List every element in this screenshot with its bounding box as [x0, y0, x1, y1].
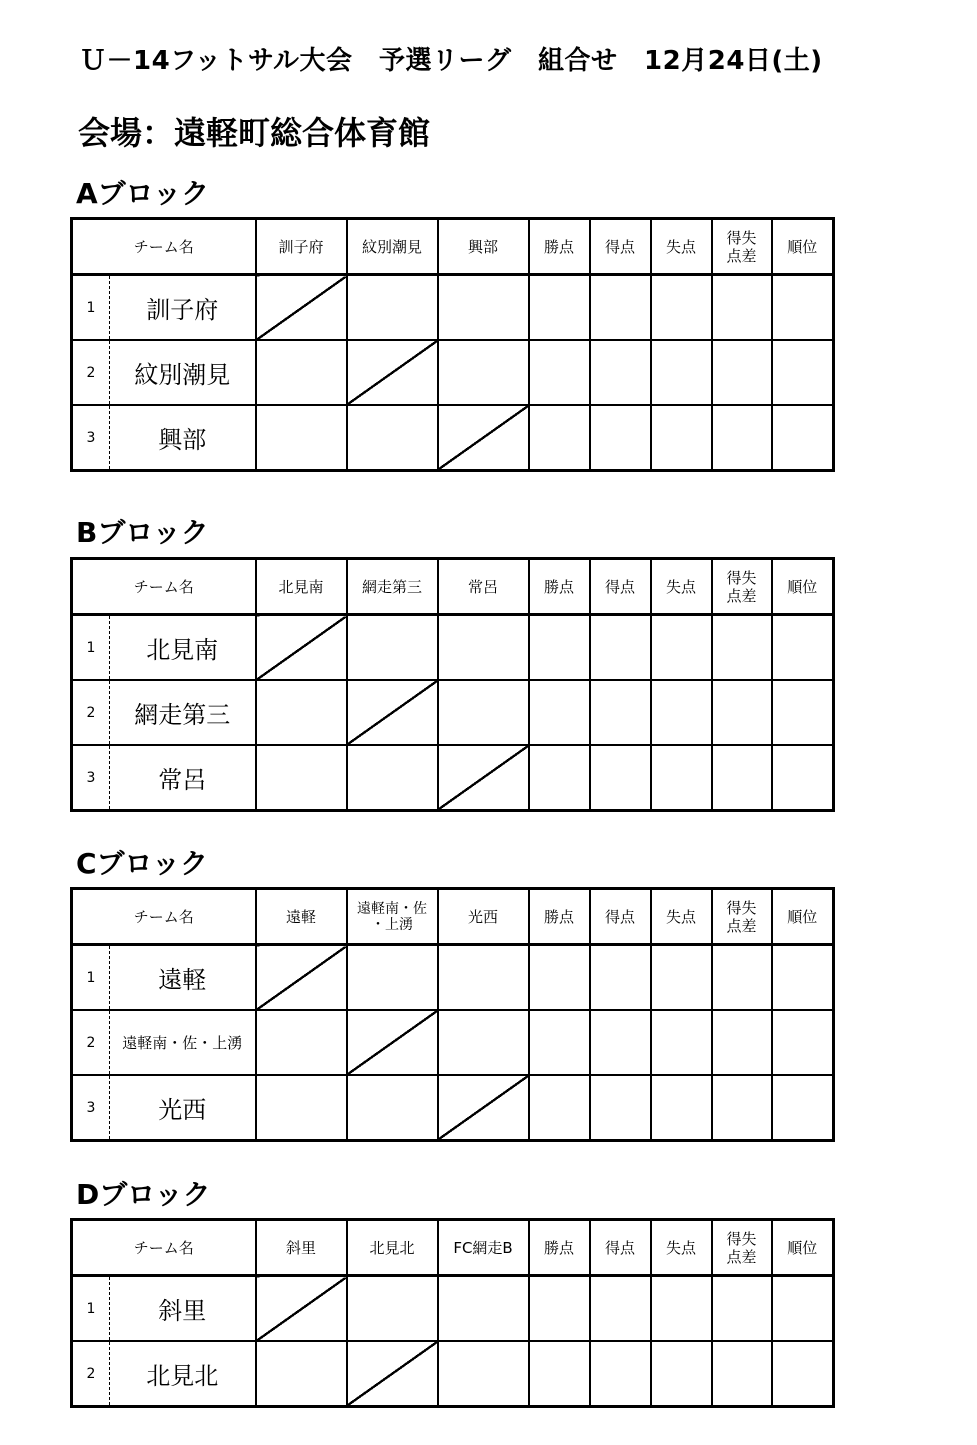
block-c-table: [70, 887, 832, 1142]
opponent-header: 遠軽: [256, 889, 347, 945]
header-row: [72, 889, 834, 945]
win-points-cell: [529, 680, 590, 745]
goal-diff-line1: 得失: [726, 568, 757, 587]
rank-cell: [772, 275, 834, 341]
goals-against-cell: [651, 680, 712, 745]
goal-diff-cell: [712, 405, 772, 471]
team-row: [72, 945, 834, 1011]
block-a-title: Aブロック: [76, 177, 210, 210]
opponent-header: 興部: [438, 219, 529, 275]
win-points-cell: [529, 945, 590, 1011]
goals-for-cell: [590, 615, 651, 681]
team-number: 3: [72, 1075, 110, 1141]
opponent-header: 常呂: [438, 559, 529, 615]
team-name: 常呂: [110, 745, 256, 811]
team-row: [72, 1276, 834, 1342]
goals-against-cell: [651, 1010, 712, 1075]
rank-cell: [772, 1010, 834, 1075]
team-name: 遠軽: [110, 945, 256, 1011]
block-d-title: Dブロック: [76, 1178, 211, 1211]
goals-for-cell: [590, 1341, 651, 1407]
result-cell: [438, 275, 529, 341]
result-cell: [347, 1276, 438, 1342]
win-points-header: 勝点: [529, 1220, 590, 1276]
self-match-cell: [347, 1010, 438, 1075]
team-number: 1: [72, 615, 110, 681]
opponent-header: 斜里: [256, 1220, 347, 1276]
result-cell: [347, 405, 438, 471]
self-match-cell: [438, 745, 529, 811]
win-points-cell: [529, 1276, 590, 1342]
rank-header: 順位: [772, 1220, 834, 1276]
rank-cell: [772, 680, 834, 745]
team-name: 遠軽南・佐・上湧: [110, 1010, 256, 1075]
block-b-title: Bブロック: [76, 516, 209, 549]
rank-header: 順位: [772, 889, 834, 945]
goal-diff-cell: [712, 945, 772, 1011]
goals-for-cell: [590, 1010, 651, 1075]
goal-diff-cell: [712, 275, 772, 341]
header-row: [72, 219, 834, 275]
goal-diff-line2: 点差: [726, 1247, 757, 1266]
self-match-cell: [347, 680, 438, 745]
result-cell: [438, 680, 529, 745]
self-match-cell: [438, 1075, 529, 1141]
self-match-cell: [256, 615, 347, 681]
goal-diff-cell: [712, 1010, 772, 1075]
venue-label: 会場：遠軽町総合体育館: [78, 114, 431, 152]
result-cell: [438, 615, 529, 681]
rank-cell: [772, 1276, 834, 1342]
goals-for-cell: [590, 405, 651, 471]
team-number: 2: [72, 340, 110, 405]
rank-cell: [772, 615, 834, 681]
self-match-cell: [347, 340, 438, 405]
team-name: 斜里: [110, 1276, 256, 1342]
goal-diff-cell: [712, 1276, 772, 1342]
result-cell: [438, 945, 529, 1011]
win-points-cell: [529, 340, 590, 405]
result-cell: [256, 1341, 347, 1407]
goals-for-header: 得点: [590, 219, 651, 275]
team-row: [72, 405, 834, 471]
win-points-cell: [529, 745, 590, 811]
rank-header: 順位: [772, 219, 834, 275]
team-number: 3: [72, 405, 110, 471]
goal-diff-line2: 点差: [726, 586, 757, 605]
goal-diff-header: [712, 889, 772, 945]
goal-diff-cell: [712, 1075, 772, 1141]
team-number: 3: [72, 745, 110, 811]
goals-against-cell: [651, 745, 712, 811]
self-match-cell: [347, 1341, 438, 1407]
goal-diff-cell: [712, 1341, 772, 1407]
win-points-header: 勝点: [529, 219, 590, 275]
self-match-cell: [256, 1276, 347, 1342]
goals-against-cell: [651, 340, 712, 405]
result-cell: [256, 405, 347, 471]
team-name: 網走第三: [110, 680, 256, 745]
opponent-header: 紋別潮見: [347, 219, 438, 275]
team-number: 2: [72, 1010, 110, 1075]
goal-diff-cell: [712, 615, 772, 681]
team-number: 2: [72, 1341, 110, 1407]
team-row: [72, 340, 834, 405]
opponent-header: 光西: [438, 889, 529, 945]
result-cell: [347, 275, 438, 341]
rank-cell: [772, 340, 834, 405]
goal-diff-header: [712, 1220, 772, 1276]
self-match-cell: [256, 945, 347, 1011]
team-name-header: チーム名: [72, 1220, 256, 1276]
goal-diff-line1: 得失: [726, 1229, 757, 1248]
goals-against-header: 失点: [651, 219, 712, 275]
rank-cell: [772, 1075, 834, 1141]
result-cell: [438, 1010, 529, 1075]
goal-diff-cell: [712, 745, 772, 811]
goals-for-header: 得点: [590, 889, 651, 945]
result-cell: [438, 1341, 529, 1407]
team-number: 1: [72, 275, 110, 341]
team-number: 1: [72, 1276, 110, 1342]
result-cell: [256, 340, 347, 405]
goals-against-cell: [651, 1341, 712, 1407]
team-name-header: チーム名: [72, 219, 256, 275]
goals-against-cell: [651, 945, 712, 1011]
rank-header: 順位: [772, 559, 834, 615]
team-row: [72, 1010, 834, 1075]
goal-diff-line1: 得失: [726, 898, 757, 917]
goals-against-cell: [651, 275, 712, 341]
team-number: 2: [72, 680, 110, 745]
header-row: [72, 559, 834, 615]
opponent-header: FC網走B: [438, 1220, 529, 1276]
goal-diff-cell: [712, 680, 772, 745]
opponent-header: 訓子府: [256, 219, 347, 275]
goals-for-cell: [590, 680, 651, 745]
result-cell: [256, 745, 347, 811]
rank-cell: [772, 745, 834, 811]
goals-against-header: 失点: [651, 1220, 712, 1276]
goals-against-header: 失点: [651, 559, 712, 615]
goal-diff-line1: 得失: [726, 228, 757, 247]
team-row: [72, 615, 834, 681]
goal-diff-cell: [712, 340, 772, 405]
team-name: 北見南: [110, 615, 256, 681]
goal-diff-header: [712, 559, 772, 615]
win-points-cell: [529, 1341, 590, 1407]
result-cell: [256, 1075, 347, 1141]
block-d-table: [70, 1218, 832, 1408]
team-name-header: チーム名: [72, 559, 256, 615]
team-row: [72, 275, 834, 341]
rank-cell: [772, 945, 834, 1011]
goals-for-cell: [590, 275, 651, 341]
block-c-title: Cブロック: [76, 847, 208, 880]
win-points-cell: [529, 1010, 590, 1075]
block-a-table: [70, 217, 832, 472]
opponent-header: 網走第三: [347, 559, 438, 615]
block-b-table: [70, 557, 832, 812]
win-points-cell: [529, 1075, 590, 1141]
goals-for-header: 得点: [590, 1220, 651, 1276]
team-number: 1: [72, 945, 110, 1011]
win-points-cell: [529, 405, 590, 471]
goals-for-cell: [590, 1276, 651, 1342]
team-row: [72, 745, 834, 811]
result-cell: [438, 1276, 529, 1342]
result-cell: [256, 1010, 347, 1075]
opponent-header: 北見南: [256, 559, 347, 615]
result-cell: [347, 1075, 438, 1141]
team-row: [72, 680, 834, 745]
team-row: [72, 1341, 834, 1407]
team-name-header: チーム名: [72, 889, 256, 945]
result-cell: [347, 945, 438, 1011]
goal-diff-line2: 点差: [726, 246, 757, 265]
team-name: 訓子府: [110, 275, 256, 341]
win-points-cell: [529, 615, 590, 681]
result-cell: [256, 680, 347, 745]
goals-for-cell: [590, 340, 651, 405]
goals-against-header: 失点: [651, 889, 712, 945]
rank-cell: [772, 405, 834, 471]
goals-against-cell: [651, 1276, 712, 1342]
goals-for-cell: [590, 945, 651, 1011]
opponent-header: 北見北: [347, 1220, 438, 1276]
header-row: [72, 1220, 834, 1276]
team-name: 北見北: [110, 1341, 256, 1407]
goals-against-cell: [651, 615, 712, 681]
goal-diff-header: [712, 219, 772, 275]
opponent-header: 遠軽南・佐 ・上湧: [347, 889, 438, 945]
win-points-header: 勝点: [529, 559, 590, 615]
team-name: 紋別潮見: [110, 340, 256, 405]
result-cell: [347, 745, 438, 811]
team-name: 興部: [110, 405, 256, 471]
self-match-cell: [256, 275, 347, 341]
goals-for-cell: [590, 1075, 651, 1141]
win-points-header: 勝点: [529, 889, 590, 945]
rank-cell: [772, 1341, 834, 1407]
result-cell: [347, 615, 438, 681]
team-name: 光西: [110, 1075, 256, 1141]
self-match-cell: [438, 405, 529, 471]
goal-diff-line2: 点差: [726, 916, 757, 935]
page-title: Ｕ－14フットサル大会 予選リーグ 組合せ 12月24日(土): [80, 46, 823, 76]
goals-for-header: 得点: [590, 559, 651, 615]
goals-against-cell: [651, 1075, 712, 1141]
team-row: [72, 1075, 834, 1141]
goals-against-cell: [651, 405, 712, 471]
goals-for-cell: [590, 745, 651, 811]
result-cell: [438, 340, 529, 405]
win-points-cell: [529, 275, 590, 341]
